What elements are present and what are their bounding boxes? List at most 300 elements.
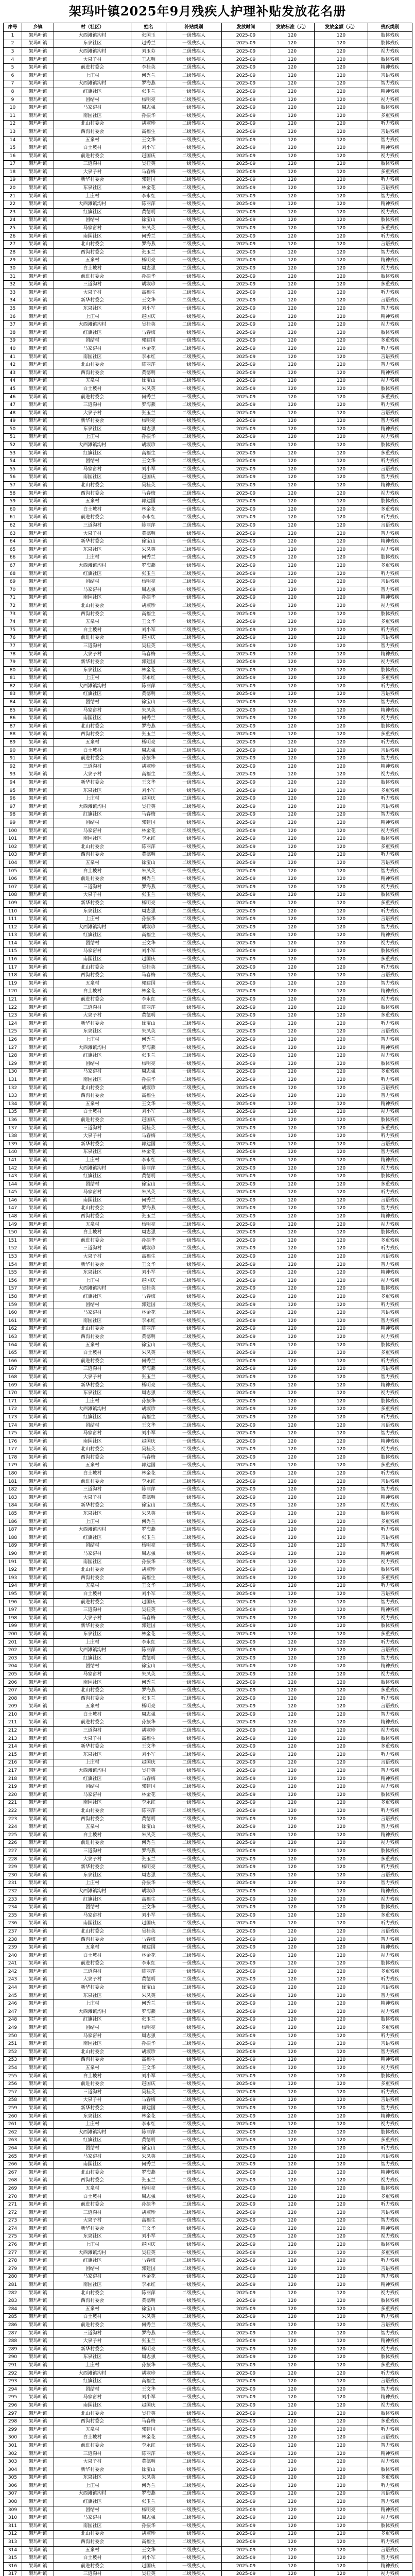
cell-index: 314 bbox=[4, 2546, 22, 2554]
table-row bbox=[4, 361, 412, 369]
cell-standard: 120 bbox=[270, 956, 315, 964]
cell-village: 团结村 bbox=[54, 1904, 131, 1912]
cell-amount: 120 bbox=[315, 409, 368, 417]
cell-disability: 视力残疾 bbox=[368, 2570, 412, 2576]
cell-disability: 肢体残疾 bbox=[368, 779, 412, 787]
cell-town: 架玛叶镇 bbox=[22, 1414, 54, 1422]
table-row bbox=[4, 586, 412, 594]
cell-standard: 120 bbox=[270, 1679, 315, 1687]
cell-category: 二级残疾人 bbox=[166, 2346, 222, 2354]
cell-name: 赵国庆 bbox=[131, 1920, 166, 1928]
cell-name: 李永红 bbox=[131, 1960, 166, 1968]
cell-category: 一级残疾人 bbox=[166, 417, 222, 426]
cell-name: 朱凤英 bbox=[131, 1028, 166, 1036]
cell-index: 42 bbox=[4, 361, 22, 369]
table-row bbox=[4, 2217, 412, 2225]
cell-name: 马春梅 bbox=[131, 1293, 166, 1301]
cell-amount: 120 bbox=[315, 1157, 368, 1165]
cell-amount: 120 bbox=[315, 1293, 368, 1301]
cell-disability: 精神残疾 bbox=[368, 257, 412, 265]
cell-date: 2025-09 bbox=[222, 2522, 270, 2531]
cell-amount: 120 bbox=[315, 1719, 368, 1727]
cell-disability: 肢体残疾 bbox=[368, 2297, 412, 2306]
cell-date: 2025-09 bbox=[222, 2032, 270, 2040]
cell-date: 2025-09 bbox=[222, 313, 270, 321]
cell-name: 郭建国 bbox=[131, 2105, 166, 2113]
cell-index: 241 bbox=[4, 1960, 22, 1968]
cell-index: 31 bbox=[4, 273, 22, 281]
cell-village: 团结村 bbox=[54, 337, 131, 345]
cell-town: 架玛叶镇 bbox=[22, 426, 54, 434]
table-row bbox=[4, 1888, 412, 1896]
cell-amount: 120 bbox=[315, 578, 368, 586]
cell-index: 140 bbox=[4, 1148, 22, 1157]
cell-date: 2025-09 bbox=[222, 803, 270, 811]
cell-name: 王文华 bbox=[131, 618, 166, 626]
cell-name: 吴桂英 bbox=[131, 1124, 166, 1132]
cell-disability: 多重残疾 bbox=[368, 562, 412, 570]
table-row bbox=[4, 2201, 412, 2209]
cell-amount: 120 bbox=[315, 345, 368, 353]
cell-village: 新华村委会 bbox=[54, 2225, 131, 2233]
cell-disability: 肢体残疾 bbox=[368, 1060, 412, 1069]
cell-date: 2025-09 bbox=[222, 184, 270, 193]
cell-date: 2025-09 bbox=[222, 1494, 270, 1502]
cell-disability: 言语残疾 bbox=[368, 916, 412, 924]
cell-index: 235 bbox=[4, 1911, 22, 1920]
cell-standard: 120 bbox=[270, 345, 315, 353]
cell-village: 五泉村 bbox=[54, 2185, 131, 2193]
cell-index: 176 bbox=[4, 1437, 22, 1446]
cell-date: 2025-09 bbox=[222, 867, 270, 875]
cell-index: 74 bbox=[4, 618, 22, 626]
cell-name: 胡淑珍 bbox=[131, 2209, 166, 2217]
table-row bbox=[4, 562, 412, 570]
cell-disability: 多重残疾 bbox=[368, 168, 412, 177]
cell-date: 2025-09 bbox=[222, 442, 270, 450]
cell-disability: 听力残疾 bbox=[368, 626, 412, 634]
cell-amount: 120 bbox=[315, 1068, 368, 1076]
cell-name: 罗海燕 bbox=[131, 1044, 166, 1052]
cell-amount: 120 bbox=[315, 1767, 368, 1775]
cell-town: 架玛叶镇 bbox=[22, 2096, 54, 2105]
cell-town: 架玛叶镇 bbox=[22, 64, 54, 72]
cell-name: 黄德明 bbox=[131, 2137, 166, 2145]
cell-amount: 120 bbox=[315, 2313, 368, 2321]
cell-village: 上庄村 bbox=[54, 1879, 131, 1888]
cell-town: 架玛叶镇 bbox=[22, 1542, 54, 1550]
cell-date: 2025-09 bbox=[222, 723, 270, 731]
cell-town: 架玛叶镇 bbox=[22, 1478, 54, 1486]
cell-town: 架玛叶镇 bbox=[22, 578, 54, 586]
cell-index: 315 bbox=[4, 2554, 22, 2563]
cell-date: 2025-09 bbox=[222, 2128, 270, 2137]
cell-date: 2025-09 bbox=[222, 2112, 270, 2121]
table-row bbox=[4, 1478, 412, 1486]
cell-amount: 120 bbox=[315, 1823, 368, 1832]
cell-category: 一级残疾人 bbox=[166, 2185, 222, 2193]
table-row bbox=[4, 1558, 412, 1566]
cell-standard: 120 bbox=[270, 1397, 315, 1405]
cell-disability: 听力残疾 bbox=[368, 1132, 412, 1141]
cell-town: 架玛叶镇 bbox=[22, 811, 54, 819]
table-row bbox=[4, 1928, 412, 1936]
table-row bbox=[4, 1197, 412, 1205]
cell-category: 一级残疾人 bbox=[166, 1044, 222, 1052]
cell-date: 2025-09 bbox=[222, 2153, 270, 2161]
cell-index: 249 bbox=[4, 2024, 22, 2032]
cell-category: 二级残疾人 bbox=[166, 1108, 222, 1116]
cell-date: 2025-09 bbox=[222, 851, 270, 859]
table-row bbox=[4, 64, 412, 72]
cell-index: 96 bbox=[4, 795, 22, 803]
cell-village: 北山村委会 bbox=[54, 602, 131, 611]
cell-date: 2025-09 bbox=[222, 2008, 270, 2016]
cell-amount: 120 bbox=[315, 546, 368, 554]
cell-category: 一级残疾人 bbox=[166, 1767, 222, 1775]
cell-town: 架玛叶镇 bbox=[22, 2128, 54, 2137]
cell-standard: 120 bbox=[270, 1454, 315, 1462]
cell-category: 二级残疾人 bbox=[166, 1928, 222, 1936]
table-row bbox=[4, 690, 412, 699]
table-row bbox=[4, 2514, 412, 2522]
cell-category: 二级残疾人 bbox=[166, 1502, 222, 1510]
cell-disability: 言语残疾 bbox=[368, 2040, 412, 2048]
table-row bbox=[4, 2241, 412, 2249]
table-row bbox=[4, 1446, 412, 1454]
cell-standard: 120 bbox=[270, 1823, 315, 1832]
cell-amount: 120 bbox=[315, 1550, 368, 1558]
cell-disability: 智力残疾 bbox=[368, 2329, 412, 2337]
cell-date: 2025-09 bbox=[222, 1148, 270, 1157]
cell-name: 胡淑珍 bbox=[131, 763, 166, 771]
cell-name: 张玉兰 bbox=[131, 1374, 166, 1382]
cell-town: 架玛叶镇 bbox=[22, 1719, 54, 1727]
cell-index: 35 bbox=[4, 305, 22, 313]
cell-disability: 视力残疾 bbox=[368, 1952, 412, 1960]
cell-standard: 120 bbox=[270, 739, 315, 747]
cell-disability: 言语残疾 bbox=[368, 1815, 412, 1823]
cell-name: 孙振华 bbox=[131, 1397, 166, 1405]
cell-name: 高福生 bbox=[131, 128, 166, 137]
cell-disability: 视力残疾 bbox=[368, 2289, 412, 2297]
cell-index: 316 bbox=[4, 2563, 22, 2571]
cell-town: 架玛叶镇 bbox=[22, 1213, 54, 1221]
cell-disability: 听力残疾 bbox=[368, 1582, 412, 1590]
cell-disability: 肢体残疾 bbox=[368, 385, 412, 394]
cell-amount: 120 bbox=[315, 1253, 368, 1261]
cell-date: 2025-09 bbox=[222, 1100, 270, 1108]
cell-standard: 120 bbox=[270, 506, 315, 514]
table-row bbox=[4, 2466, 412, 2474]
cell-date: 2025-09 bbox=[222, 305, 270, 313]
cell-category: 一级残疾人 bbox=[166, 2128, 222, 2137]
cell-disability: 听力残疾 bbox=[368, 1920, 412, 1928]
cell-town: 架玛叶镇 bbox=[22, 2474, 54, 2482]
cell-amount: 120 bbox=[315, 353, 368, 361]
cell-amount: 120 bbox=[315, 1759, 368, 1767]
cell-standard: 120 bbox=[270, 1437, 315, 1446]
cell-index: 187 bbox=[4, 1526, 22, 1534]
cell-village: 西沟村委会 bbox=[54, 2538, 131, 2547]
cell-village: 大泉子村 bbox=[54, 771, 131, 779]
cell-town: 架玛叶镇 bbox=[22, 594, 54, 602]
cell-town: 架玛叶镇 bbox=[22, 819, 54, 827]
cell-village: 红旗社区 bbox=[54, 2378, 131, 2386]
cell-category: 一级残疾人 bbox=[166, 144, 222, 152]
cell-amount: 120 bbox=[315, 2530, 368, 2538]
cell-town: 架玛叶镇 bbox=[22, 361, 54, 369]
cell-date: 2025-09 bbox=[222, 907, 270, 916]
cell-amount: 120 bbox=[315, 787, 368, 795]
cell-village: 西沟村委会 bbox=[54, 2418, 131, 2426]
cell-category: 二级残疾人 bbox=[166, 940, 222, 948]
cell-disability: 视力残疾 bbox=[368, 2346, 412, 2354]
cell-date: 2025-09 bbox=[222, 2016, 270, 2024]
cell-town: 架玛叶镇 bbox=[22, 192, 54, 200]
cell-village: 大西滩镇沟村 bbox=[54, 803, 131, 811]
cell-name: 周志强 bbox=[131, 2193, 166, 2201]
cell-category: 一级残疾人 bbox=[166, 586, 222, 594]
cell-disability: 视力残疾 bbox=[368, 771, 412, 779]
cell-town: 架玛叶镇 bbox=[22, 618, 54, 626]
cell-name: 刘小军 bbox=[131, 2394, 166, 2402]
cell-disability: 听力残疾 bbox=[368, 1301, 412, 1309]
cell-town: 架玛叶镇 bbox=[22, 1823, 54, 1832]
cell-amount: 120 bbox=[315, 1647, 368, 1655]
cell-standard: 120 bbox=[270, 546, 315, 554]
table-row bbox=[4, 1879, 412, 1888]
cell-amount: 120 bbox=[315, 1855, 368, 1863]
cell-village: 红旗社区 bbox=[54, 1775, 131, 1783]
cell-town: 架玛叶镇 bbox=[22, 1189, 54, 1197]
cell-index: 16 bbox=[4, 152, 22, 160]
cell-name: 高福生 bbox=[131, 2217, 166, 2225]
cell-name: 陈丽萍 bbox=[131, 1004, 166, 1012]
cell-category: 二级残疾人 bbox=[166, 232, 222, 241]
cell-standard: 120 bbox=[270, 1044, 315, 1052]
cell-category: 二级残疾人 bbox=[166, 297, 222, 305]
cell-date: 2025-09 bbox=[222, 859, 270, 868]
cell-date: 2025-09 bbox=[222, 1414, 270, 1422]
cell-standard: 120 bbox=[270, 1213, 315, 1221]
cell-index: 237 bbox=[4, 1928, 22, 1936]
cell-town: 架玛叶镇 bbox=[22, 2546, 54, 2554]
cell-index: 227 bbox=[4, 1848, 22, 1856]
cell-town: 架玛叶镇 bbox=[22, 2530, 54, 2538]
cell-standard: 120 bbox=[270, 634, 315, 642]
cell-standard: 120 bbox=[270, 1654, 315, 1663]
cell-index: 152 bbox=[4, 1245, 22, 1253]
table-row bbox=[4, 2056, 412, 2064]
table-row bbox=[4, 1333, 412, 1342]
cell-index: 302 bbox=[4, 2450, 22, 2458]
cell-village: 五泉村 bbox=[54, 2064, 131, 2073]
cell-standard: 120 bbox=[270, 1719, 315, 1727]
cell-name: 杨明亮 bbox=[131, 1221, 166, 1229]
cell-date: 2025-09 bbox=[222, 2217, 270, 2225]
cell-standard: 120 bbox=[270, 1245, 315, 1253]
cell-standard: 120 bbox=[270, 1984, 315, 1992]
cell-standard: 120 bbox=[270, 2313, 315, 2321]
cell-name: 周志强 bbox=[131, 1711, 166, 1719]
cell-index: 11 bbox=[4, 112, 22, 120]
cell-index: 34 bbox=[4, 297, 22, 305]
cell-amount: 120 bbox=[315, 2008, 368, 2016]
cell-date: 2025-09 bbox=[222, 1671, 270, 1679]
cell-disability: 肢体残疾 bbox=[368, 1173, 412, 1181]
cell-disability: 听力残疾 bbox=[368, 795, 412, 803]
cell-town: 架玛叶镇 bbox=[22, 1157, 54, 1165]
cell-standard: 120 bbox=[270, 136, 315, 144]
cell-village: 西沟村委会 bbox=[54, 369, 131, 377]
table-row bbox=[4, 136, 412, 144]
cell-index: 171 bbox=[4, 1397, 22, 1405]
cell-category: 一级残疾人 bbox=[166, 666, 222, 674]
cell-name: 郭建国 bbox=[131, 1783, 166, 1791]
cell-category: 二级残疾人 bbox=[166, 2209, 222, 2217]
cell-town: 架玛叶镇 bbox=[22, 2297, 54, 2306]
cell-disability: 视力残疾 bbox=[368, 1614, 412, 1622]
cell-date: 2025-09 bbox=[222, 1871, 270, 1879]
cell-village: 新华村委会 bbox=[54, 1502, 131, 1510]
cell-index: 76 bbox=[4, 634, 22, 642]
cell-category: 一级残疾人 bbox=[166, 1430, 222, 1438]
cell-village: 大泉子村 bbox=[54, 891, 131, 900]
cell-town: 架玛叶镇 bbox=[22, 2402, 54, 2410]
cell-standard: 120 bbox=[270, 1647, 315, 1655]
cell-name: 张玉兰 bbox=[131, 1213, 166, 1221]
cell-standard: 120 bbox=[270, 329, 315, 337]
cell-index: 191 bbox=[4, 1558, 22, 1566]
cell-name: 王文华 bbox=[131, 2546, 166, 2554]
cell-index: 292 bbox=[4, 2369, 22, 2378]
cell-date: 2025-09 bbox=[222, 2185, 270, 2193]
cell-disability: 智力残疾 bbox=[368, 1317, 412, 1326]
cell-standard: 120 bbox=[270, 1848, 315, 1856]
cell-date: 2025-09 bbox=[222, 2257, 270, 2265]
cell-index: 164 bbox=[4, 1341, 22, 1349]
cell-village: 白土坡村 bbox=[54, 1108, 131, 1116]
cell-name: 孙振华 bbox=[131, 1879, 166, 1888]
cell-standard: 120 bbox=[270, 482, 315, 490]
cell-amount: 120 bbox=[315, 2306, 368, 2314]
cell-disability: 智力残疾 bbox=[368, 867, 412, 875]
cell-index: 313 bbox=[4, 2538, 22, 2547]
cell-town: 架玛叶镇 bbox=[22, 1325, 54, 1333]
cell-index: 26 bbox=[4, 232, 22, 241]
cell-village: 大泉子村 bbox=[54, 2217, 131, 2225]
cell-name: 吴桂英 bbox=[131, 160, 166, 168]
cell-disability: 言语残疾 bbox=[368, 1590, 412, 1599]
cell-index: 92 bbox=[4, 763, 22, 771]
cell-amount: 120 bbox=[315, 200, 368, 209]
cell-date: 2025-09 bbox=[222, 875, 270, 884]
cell-name: 张玉兰 bbox=[131, 2337, 166, 2346]
cell-date: 2025-09 bbox=[222, 1213, 270, 1221]
cell-date: 2025-09 bbox=[222, 1759, 270, 1767]
cell-index: 226 bbox=[4, 1839, 22, 1848]
cell-town: 架玛叶镇 bbox=[22, 843, 54, 851]
cell-disability: 视力残疾 bbox=[368, 658, 412, 667]
cell-disability: 精神残疾 bbox=[368, 2112, 412, 2121]
cell-name: 马春梅 bbox=[131, 1936, 166, 1944]
cell-category: 二级残疾人 bbox=[166, 916, 222, 924]
cell-village: 五泉村 bbox=[54, 1944, 131, 1952]
cell-category: 一级残疾人 bbox=[166, 1687, 222, 1695]
cell-disability: 多重残疾 bbox=[368, 225, 412, 233]
cell-name: 刘小军 bbox=[131, 1751, 166, 1759]
table-row bbox=[4, 273, 412, 281]
cell-village: 东泉社区 bbox=[54, 2474, 131, 2482]
cell-name: 林金花 bbox=[131, 184, 166, 193]
cell-disability: 精神残疾 bbox=[368, 1381, 412, 1389]
cell-date: 2025-09 bbox=[222, 2024, 270, 2032]
cell-date: 2025-09 bbox=[222, 658, 270, 667]
cell-disability: 精神残疾 bbox=[368, 64, 412, 72]
cell-category: 一级残疾人 bbox=[166, 281, 222, 289]
cell-category: 一级残疾人 bbox=[166, 216, 222, 225]
table-row bbox=[4, 216, 412, 225]
cell-standard: 120 bbox=[270, 731, 315, 739]
table-row bbox=[4, 265, 412, 273]
table-row bbox=[4, 1976, 412, 1984]
cell-date: 2025-09 bbox=[222, 755, 270, 763]
cell-category: 一级残疾人 bbox=[166, 1349, 222, 1358]
cell-disability: 言语残疾 bbox=[368, 1309, 412, 1317]
cell-category: 一级残疾人 bbox=[166, 56, 222, 64]
cell-name: 林金花 bbox=[131, 1952, 166, 1960]
cell-name: 徐宝山 bbox=[131, 1180, 166, 1189]
cell-date: 2025-09 bbox=[222, 522, 270, 530]
table-row bbox=[4, 803, 412, 811]
cell-town: 架玛叶镇 bbox=[22, 2257, 54, 2265]
cell-amount: 120 bbox=[315, 216, 368, 225]
cell-village: 北山村委会 bbox=[54, 2289, 131, 2297]
cell-standard: 120 bbox=[270, 2490, 315, 2498]
cell-town: 架玛叶镇 bbox=[22, 683, 54, 691]
table-row bbox=[4, 2482, 412, 2490]
table-row bbox=[4, 2362, 412, 2370]
cell-category: 二级残疾人 bbox=[166, 1446, 222, 1454]
cell-disability: 智力残疾 bbox=[368, 1598, 412, 1606]
cell-category: 一级残疾人 bbox=[166, 1944, 222, 1952]
cell-standard: 120 bbox=[270, 1791, 315, 1800]
cell-town: 架玛叶镇 bbox=[22, 1253, 54, 1261]
cell-town: 架玛叶镇 bbox=[22, 136, 54, 144]
cell-village: 上庄村 bbox=[54, 916, 131, 924]
cell-name: 陈丽萍 bbox=[131, 2289, 166, 2297]
cell-category: 一级残疾人 bbox=[166, 1960, 222, 1968]
cell-index: 224 bbox=[4, 1823, 22, 1832]
cell-name: 罗海燕 bbox=[131, 80, 166, 88]
cell-date: 2025-09 bbox=[222, 1976, 270, 1984]
cell-standard: 120 bbox=[270, 1164, 315, 1173]
cell-index: 286 bbox=[4, 2321, 22, 2330]
cell-date: 2025-09 bbox=[222, 2442, 270, 2450]
cell-village: 五泉村 bbox=[54, 136, 131, 144]
cell-index: 243 bbox=[4, 1976, 22, 1984]
cell-town: 架玛叶镇 bbox=[22, 706, 54, 715]
cell-name: 胡淑珍 bbox=[131, 1888, 166, 1896]
cell-disability: 多重残疾 bbox=[368, 2362, 412, 2370]
cell-date: 2025-09 bbox=[222, 2530, 270, 2538]
cell-village: 大西滩镇沟村 bbox=[54, 2369, 131, 2378]
cell-disability: 肢体残疾 bbox=[368, 2466, 412, 2474]
table-row bbox=[4, 184, 412, 193]
cell-disability: 肢体残疾 bbox=[368, 442, 412, 450]
cell-disability: 多重残疾 bbox=[368, 1068, 412, 1076]
